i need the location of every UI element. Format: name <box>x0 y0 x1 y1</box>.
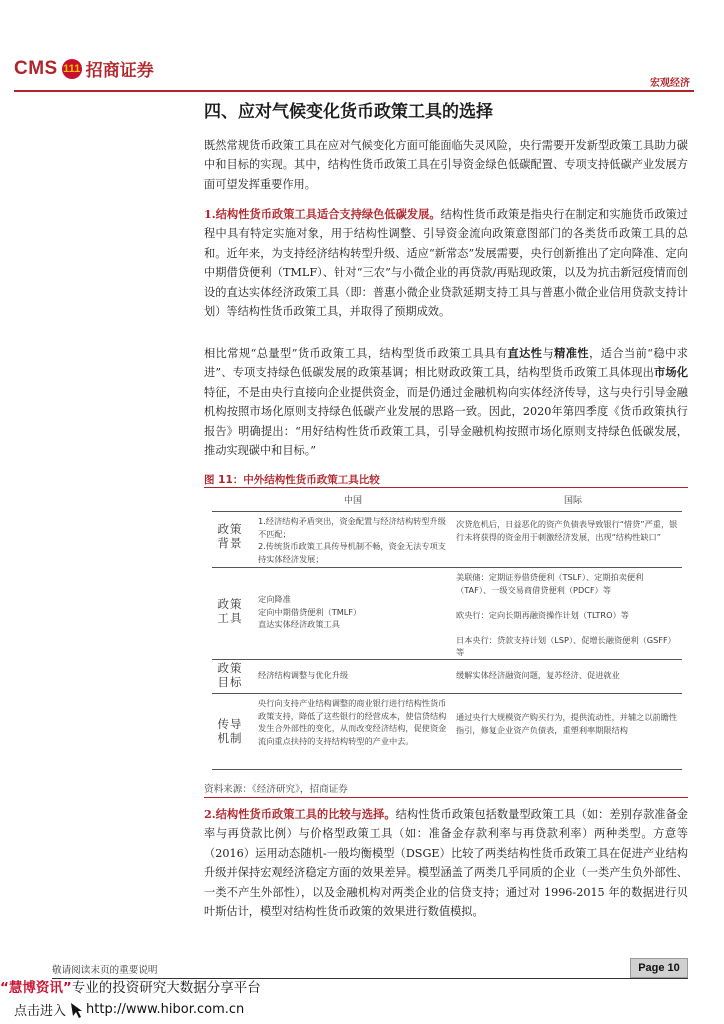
row-goal-intl: 缓解实体经济融资问题，复苏经济、促进就业 <box>456 670 620 680</box>
row-background-china: 1.经济结构矛盾突出，资金配置与经济结构转型升级不匹配； 2.传统货币政策工具传导机制不畅，资金无法专项支持实体经济发展； <box>258 516 446 564</box>
paragraph-3-lead: 2.结构性货币政策工具的比较与选择。 <box>204 807 396 821</box>
col-header-china: 中国 <box>344 496 363 506</box>
col-header-intl: 国际 <box>564 496 583 506</box>
row-tools-intl: 美联储：定期证券借贷便利（TSLF）、定期拍卖便利（TAF）、一级交易商借贷便利（PDCF）等 欧央行：定向长期再融资操作计划（TLTRO）等 日本央行：贷款支持计划（LSP）、促增长融资便利（GSFF）等 <box>456 572 676 657</box>
table-header-rule <box>212 511 682 512</box>
table-row-rule <box>212 693 682 694</box>
row-label-background: 政策背景 <box>217 522 243 550</box>
source-rule <box>204 797 688 798</box>
page-number: Page 10 <box>630 958 688 978</box>
row-background-intl: 次贷危机后，日益恶化的资产负债表导致银行“惜贷”严重，银行未将获得的资金用于刺激经济发展，出现“结构性缺口” <box>456 519 678 542</box>
p2-text-b: 与 <box>542 347 555 360</box>
watermark-line-2 <box>14 1000 244 1019</box>
watermark-line-1 <box>0 976 261 996</box>
row-label-mechanism: 传导机制 <box>217 717 243 745</box>
comparison-table <box>212 489 682 771</box>
logo-cn-text: 招商证券 <box>85 61 154 81</box>
watermark-url-link[interactable]: http://www.hibor.com.cn <box>86 1002 245 1017</box>
row-tools-china: 定向降准 定向中期借贷便利（TMLF） 直达实体经济政策工具 <box>258 594 362 629</box>
paragraph-1 <box>204 205 688 321</box>
paragraph-3-text: 结构性货币政策包括数量型政策工具（如：差别存款准备金率与再贷款比例）与价格型政策工具（如：准备金存款利率与再贷款利率）两种类型。方意等（2016）运用动态随机-一般均衡模型（DSGE）比较了两类结构性货币政策工具在促进产业结构升级并保持宏观经济稳定方面的效果差异。模型涵盖了两类几乎同质的企业（一类产生负外部性、一类不产生外部性），以及金融机构对两类企业的信贷支持；通过对 1996-2015 年的数据进行贝叶斯估计，模型对结构性货币政策的效果进行数值模拟。 <box>204 808 688 919</box>
table-row-rule <box>212 659 682 660</box>
hand-cursor-icon <box>68 1001 84 1019</box>
row-label-tools: 政策工具 <box>217 597 243 625</box>
paragraph-1-lead: 1.结构性货币政策工具适合支持绿色低碳发展。 <box>204 207 441 221</box>
logo-cms-text: CMS <box>14 57 58 79</box>
brand-logo <box>14 56 154 81</box>
row-mechanism-china: 央行向支持产业结构调整的商业银行进行结构性货币政策支持，降低了这些银行的经营成本，使信贷结构发生合外部性的变化，从而改变经济结构，促使资金流向重点扶持的支持结构转型的产业中去。 <box>258 698 447 746</box>
section-heading: 四、应对气候变化货币政策工具的选择 <box>204 102 493 122</box>
p2-text-d: 特征，不是由央行直接向企业提供资金，而是仍通过金融机构向实体经济传导，这与央行引导金融机构按照市场化原则支持绿色低碳产业发展的思路一致。因此，2020年第四季度《货币政策执行报告》明确提出：“用好结构性货币政策工具，引导金融机构按照市场化原则支持绿色低碳发展，推动实现碳中和目标。” <box>204 385 688 458</box>
disclaimer-note: 敬请阅读末页的重要说明 <box>52 965 158 976</box>
intro-paragraph: 既然常规货币政策工具在应对气候变化方面可能面临失灵风险，央行需要开发新型政策工具助力碳中和目标的实现。其中，结构性货币政策工具在引导资金绿色低碳配置、专项支持低碳产业发展方面可望发挥重要作用。 <box>204 139 688 191</box>
table-bottom-rule <box>212 769 682 770</box>
figure-title-rule <box>204 487 688 488</box>
p2-bold-a: 直达性 <box>507 346 543 360</box>
watermark-brand: “慧博资讯” <box>0 980 72 996</box>
logo-badge-icon: 111 <box>62 59 82 79</box>
p2-bold-c: 市场化 <box>654 365 688 380</box>
section-label: 宏观经济 <box>650 78 690 89</box>
row-mechanism-intl: 通过央行大规模资产购买行为，提供流动性，并辅之以前瞻性指引，修复企业资产负债表，重塑利率期限结构 <box>456 712 678 735</box>
paragraph-3 <box>204 805 688 921</box>
p2-text-c: ，适合当前“稳中求进”、专项支持绿色低碳发展的政策基调；相比财政政策工具，结构型货币政策工具体现出 <box>204 347 688 380</box>
p2-bold-b: 精准性 <box>554 346 590 360</box>
table-row-rule <box>212 567 682 568</box>
paragraph-1-text: 结构性货币政策是指央行在制定和实施货币政策过程中具有特定实施对象，用于结构性调整、引导资金流向政策意图部门的各类货币政策工具的总和。近年来，为支持经济结构转型升级、适应“新常态”发展需要，央行创新推出了定向降准、定向中期借贷便利（TMLF）、针对“三农”与小微企业的再贷款/再贴现政策，以及为抗击新冠疫情而创设的直达实体经济政策工具（即：普惠小微企业贷款延期支持工具与普惠小微企业信用贷款支持计划）等结构性货币政策工具，并取得了预期成效。 <box>204 208 688 319</box>
header-divider <box>14 90 694 92</box>
watermark-tagline: 专业的投资研究大数据分享平台 <box>71 980 261 996</box>
figure-source: 资料来源：《经济研究》，招商证券 <box>204 784 348 795</box>
figure-title: 图 11：中外结构性货币政策工具比较 <box>204 474 380 486</box>
paragraph-2 <box>204 344 688 460</box>
watermark-link-prefix: 点击进入 <box>14 1004 67 1019</box>
p2-text-a: 相比常规“总量型”货币政策工具，结构型货币政策工具具有 <box>204 347 508 360</box>
row-goal-china: 经济结构调整与优化升级 <box>258 670 349 680</box>
row-label-goal: 政策目标 <box>217 661 243 689</box>
